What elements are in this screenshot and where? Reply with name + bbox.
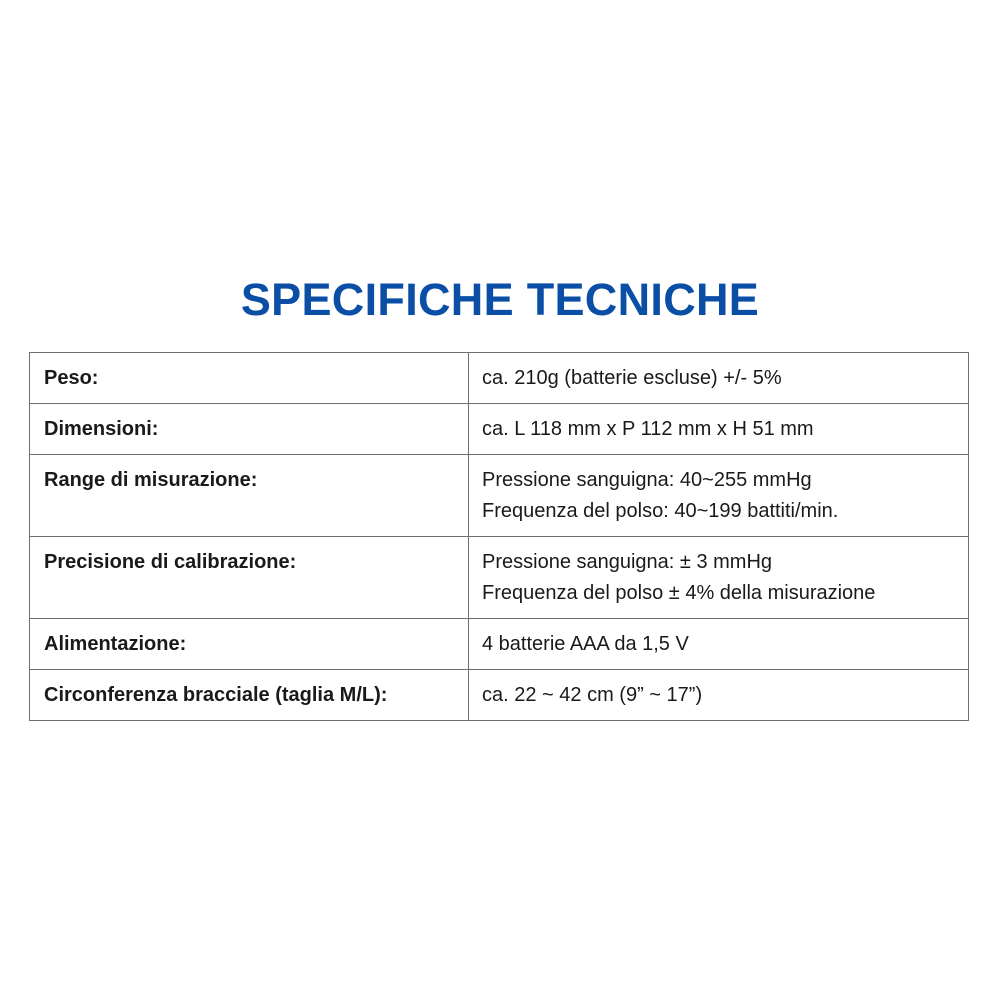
spec-row-peso xyxy=(30,353,969,404)
spec-value xyxy=(469,353,969,404)
spec-value-line: ca. L 118 mm x P 112 mm x H 51 mm xyxy=(482,418,814,440)
specs-table xyxy=(29,352,969,721)
spec-value-line: 4 batterie AAA da 1,5 V xyxy=(482,633,689,655)
spec-row-circonferenza xyxy=(30,670,969,721)
spec-label: Peso: xyxy=(30,353,469,404)
spec-value xyxy=(469,537,969,619)
spec-value xyxy=(469,619,969,670)
spec-label: Alimentazione: xyxy=(30,619,469,670)
spec-label: Dimensioni: xyxy=(30,404,469,455)
spec-value-line: Pressione sanguigna: 40~255 mmHg xyxy=(482,469,812,491)
spec-value-line: ca. 210g (batterie escluse) +/- 5% xyxy=(482,367,782,389)
spec-row-precisione xyxy=(30,537,969,619)
spec-value xyxy=(469,455,969,537)
spec-value xyxy=(469,404,969,455)
spec-value-line: Frequenza del polso ± 4% della misurazione xyxy=(482,582,876,604)
spec-row-dimensioni xyxy=(30,404,969,455)
spec-value-line: Frequenza del polso: 40~199 battiti/min. xyxy=(482,500,839,522)
spec-label: Circonferenza bracciale (taglia M/L): xyxy=(30,670,469,721)
spec-label: Precisione di calibrazione: xyxy=(30,537,469,619)
spec-value-line: Pressione sanguigna: ± 3 mmHg xyxy=(482,551,773,573)
spec-row-alimentazione xyxy=(30,619,969,670)
page-title: SPECIFICHE TECNICHE xyxy=(240,274,760,325)
spec-value xyxy=(469,670,969,721)
spec-label: Range di misurazione: xyxy=(30,455,469,537)
spec-row-range xyxy=(30,455,969,537)
spec-value-line: ca. 22 ~ 42 cm (9” ~ 17”) xyxy=(482,684,703,706)
